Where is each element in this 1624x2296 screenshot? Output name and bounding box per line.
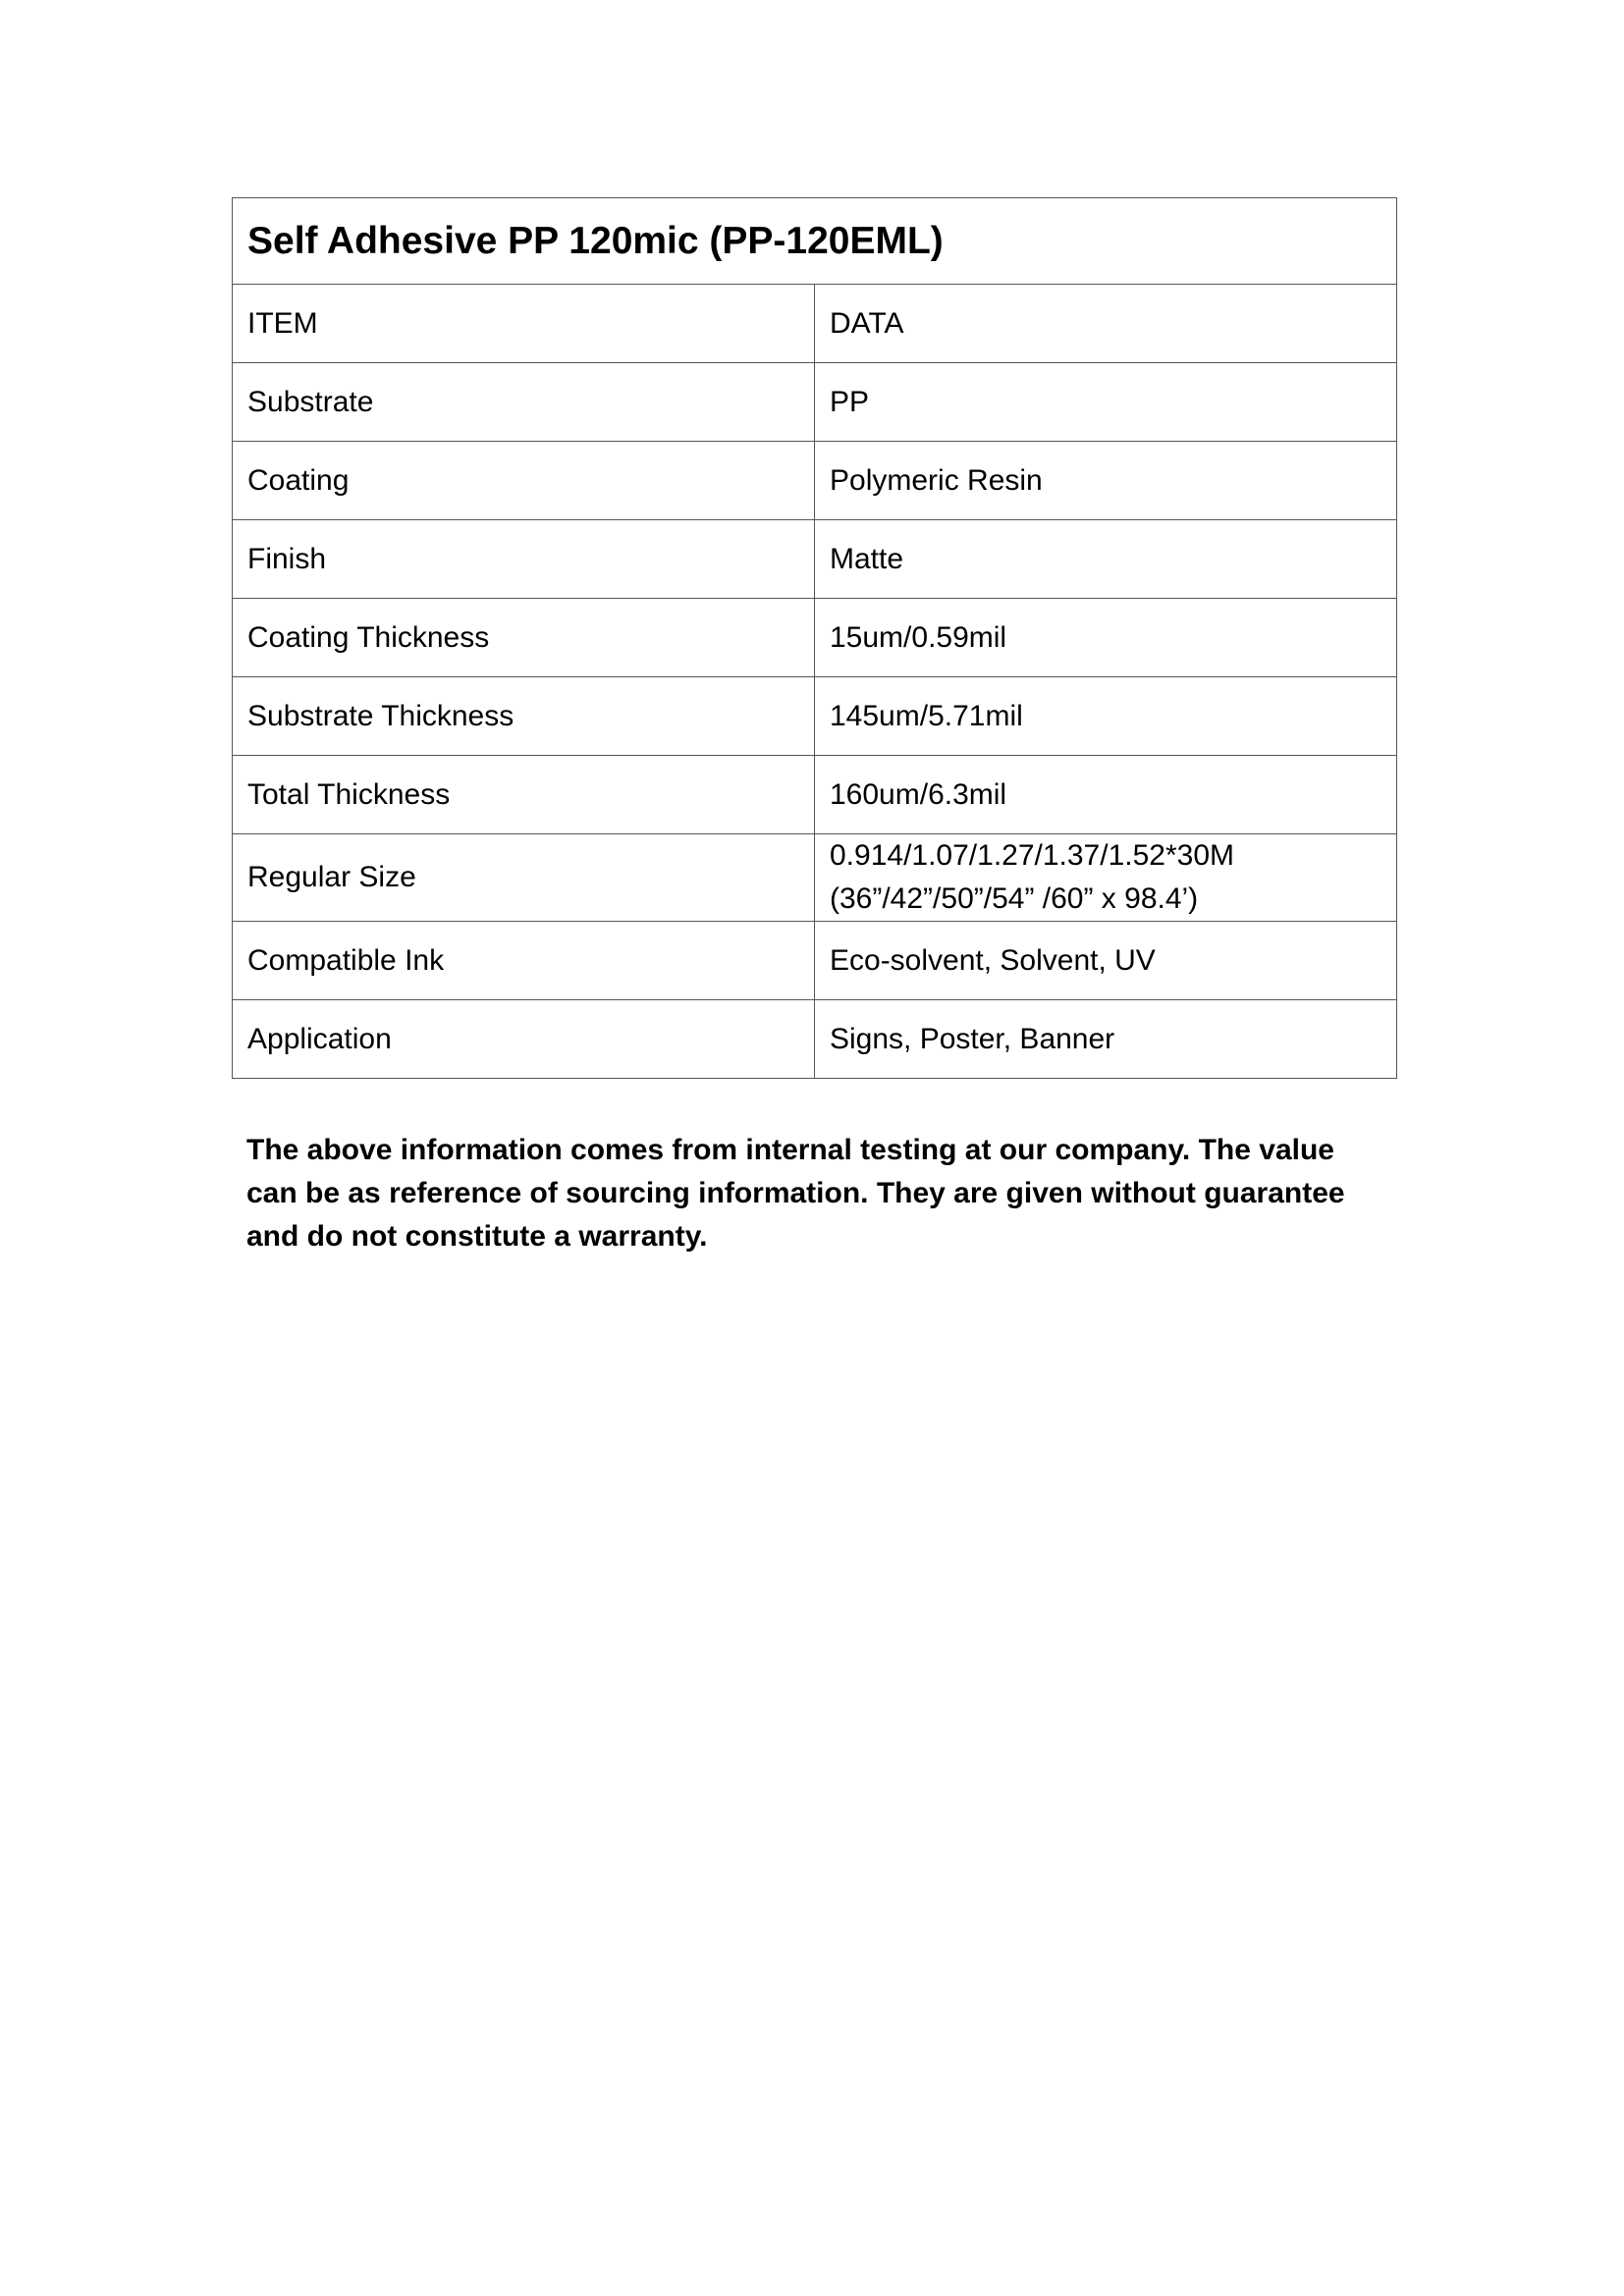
row-data: 145um/5.71mil	[815, 677, 1397, 756]
row-data: Eco-solvent, Solvent, UV	[815, 922, 1397, 1000]
table-header-row	[233, 285, 1397, 363]
row-item: Coating Thickness	[233, 599, 815, 677]
row-data: 0.914/1.07/1.27/1.37/1.52*30M (36”/42”/50”/54” /60” x 98.4’)	[815, 834, 1397, 922]
row-item: Regular Size	[233, 834, 815, 922]
row-item: Application	[233, 1000, 815, 1079]
table-row	[233, 922, 1397, 1000]
row-data: 15um/0.59mil	[815, 599, 1397, 677]
row-data: PP	[815, 363, 1397, 442]
row-data: Polymeric Resin	[815, 442, 1397, 520]
row-item: Finish	[233, 520, 815, 599]
row-data: Signs, Poster, Banner	[815, 1000, 1397, 1079]
table-row	[233, 834, 1397, 922]
header-data: DATA	[815, 285, 1397, 363]
row-item: Coating	[233, 442, 815, 520]
disclaimer-text: The above information comes from internal testing at our company. The value can be as reference of sourcing information. They are given without guarantee and do not constitute a warranty.	[246, 1134, 1345, 1253]
row-item: Compatible Ink	[233, 922, 815, 1000]
row-data: Matte	[815, 520, 1397, 599]
table-row	[233, 677, 1397, 756]
row-data: 160um/6.3mil	[815, 756, 1397, 834]
row-item: Substrate Thickness	[233, 677, 815, 756]
product-title: Self Adhesive PP 120mic (PP-120EML)	[233, 198, 1397, 285]
table-row	[233, 599, 1397, 677]
table-row	[233, 520, 1397, 599]
row-item: Total Thickness	[233, 756, 815, 834]
spec-table	[232, 197, 1397, 1079]
header-item: ITEM	[233, 285, 815, 363]
table-row	[233, 442, 1397, 520]
table-title-row	[233, 198, 1397, 285]
table-row	[233, 1000, 1397, 1079]
row-item: Substrate	[233, 363, 815, 442]
table-row	[233, 363, 1397, 442]
table-row	[233, 756, 1397, 834]
